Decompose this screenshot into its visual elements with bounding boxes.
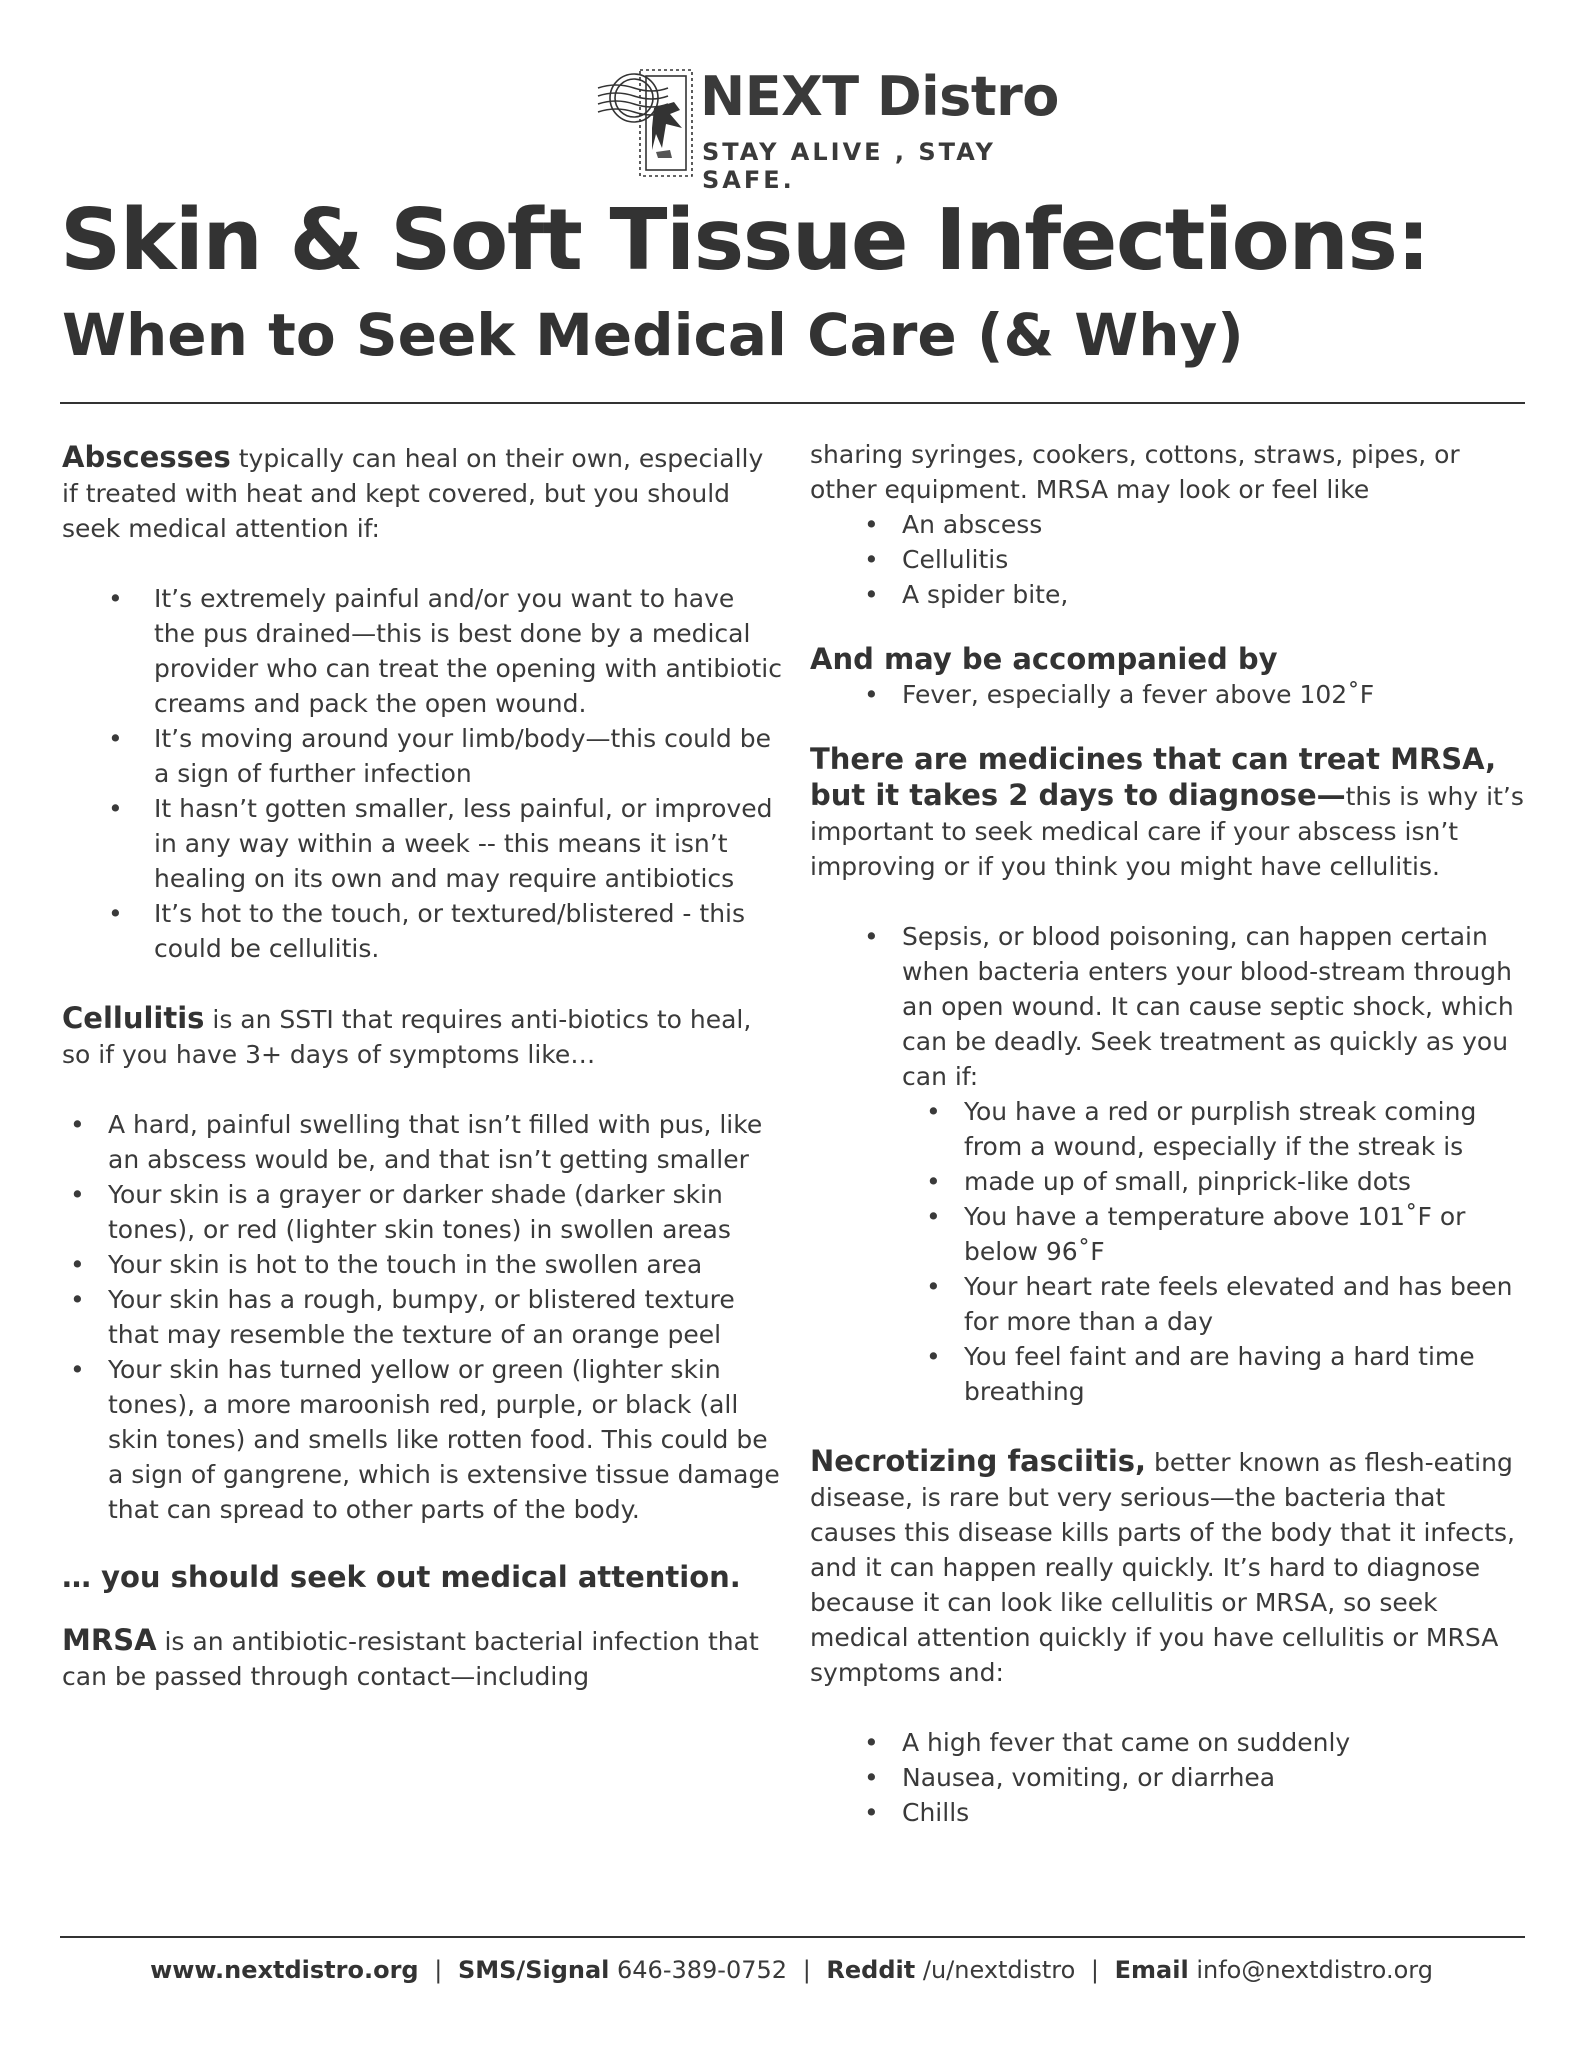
list-item: • Your skin is a grayer or darker shade (darker skin tones), or red (lighter skin tones) in swollen areas [108, 1177, 782, 1247]
footer-divider [60, 1936, 1525, 1938]
list-item [902, 919, 1526, 1409]
website-link[interactable]: www.nextdistro.org [150, 1956, 419, 1984]
list-item: • made up of small, pinprick-like dots [964, 1164, 1526, 1199]
sepsis-text: Sepsis, or blood poisoning, can happen certain when bacteria enters your blood-stream through an open wound. It can cause septic shock, which can be deadly. Seek treatment as quickly as you can if: [902, 922, 1514, 1091]
list-item: • Your skin has a rough, bumpy, or blistered texture that may resemble the texture of an orange peel [108, 1282, 782, 1352]
list-item: • A high fever that came on suddenly [902, 1725, 1526, 1760]
footer-separator: | [802, 1956, 811, 1984]
list-item: • It’s hot to the touch, or textured/blistered - this could be cellulitis. [154, 896, 782, 966]
abscesses-list [154, 581, 782, 966]
list-item: • Fever, especially a fever above 102˚F [902, 677, 1526, 712]
mrsa-intro: MRSA is an antibiotic-resistant bacterial infection that can be passed through contact—including [62, 1623, 759, 1691]
list-item: • Chills [902, 1795, 1526, 1830]
sepsis-sublist [964, 1094, 1526, 1409]
list-item: • A spider bite, [902, 577, 1526, 612]
footer [0, 1956, 1583, 1984]
sms-number[interactable]: 646-389-0752 [609, 1956, 788, 1984]
accompanied-list [902, 677, 1526, 712]
page-title: Skin & Soft Tissue Infections: [60, 191, 1429, 290]
list-item: • It’s moving around your limb/body—this could be a sign of further infection [154, 721, 782, 791]
list-item: • Nausea, vomiting, or diarrhea [902, 1760, 1526, 1795]
mrsa-heading: MRSA [62, 1623, 157, 1657]
footer-separator: | [1090, 1956, 1100, 1984]
mrsa-list [902, 507, 1526, 612]
necrotizing-paragraph: Necrotizing fasciitis, better known as flesh-eating disease, is rare but very serious—the bacteria that causes this disease kills parts of the body that it infects, and it can happen really quickly. It’s hard to diagnose because it can look like cellulitis or MRSA, so seek medical attention quickly if you have cellulitis or MRSA symptoms and: [810, 1444, 1515, 1687]
necrotizing-list [902, 1725, 1526, 1830]
list-item: • An abscess [902, 507, 1526, 542]
abscesses-intro: Abscesses typically can heal on their own, especially if treated with heat and kept covered, but you should seek medical attention if: [62, 440, 764, 543]
list-item: • It hasn’t gotten smaller, less painful, or improved in any way within a week -- this means it isn’t healing on its own and may require antibiotics [154, 791, 782, 896]
accompanied-heading: And may be accompanied by [810, 642, 1278, 676]
cellulitis-conclusion: … you should seek out medical attention. [62, 1560, 741, 1594]
brand-name: NEXT Distro [700, 65, 1059, 128]
logo [514, 58, 1074, 194]
list-item: • You have a red or purplish streak coming from a wound, especially if the streak is [964, 1094, 1526, 1164]
list-item: • Cellulitis [902, 542, 1526, 577]
reddit-label: Reddit [826, 1956, 916, 1984]
cellulitis-heading: Cellulitis [62, 1001, 205, 1035]
reddit-handle[interactable]: /u/nextdistro [915, 1956, 1076, 1984]
sms-label: SMS/Signal [457, 1956, 610, 1984]
list-item: • Your heart rate feels elevated and has been for more than a day [964, 1269, 1526, 1339]
email-address[interactable]: info@nextdistro.org [1188, 1956, 1433, 1984]
list-item: • You have a temperature above 101˚F or below 96˚F [964, 1199, 1526, 1269]
footer-separator: | [434, 1956, 443, 1984]
email-label: Email [1114, 1956, 1189, 1984]
list-item: • You feel faint and are having a hard time breathing [964, 1339, 1526, 1409]
list-item: • Your skin is hot to the touch in the swollen area [108, 1247, 782, 1282]
right-column [810, 437, 1526, 1830]
list-item: • Your skin has turned yellow or green (lighter skin tones), a more maroonish red, purple, or black (all skin tones) and smells like rotten food. This could be a sign of gangrene, which is extensive tissue damage that can spread to other parts of the body. [108, 1352, 782, 1527]
list-item: • A hard, painful swelling that isn’t filled with pus, like an abscess would be, and that isn’t getting smaller [108, 1107, 782, 1177]
mrsa-continued: sharing syringes, cookers, cottons, straws, pipes, or other equipment. MRSA may look or feel like [810, 440, 1460, 504]
necrotizing-heading: Necrotizing fasciitis, [810, 1444, 1147, 1478]
page-subtitle: When to Seek Medical Care (& Why) [62, 301, 1244, 369]
list-item: • It’s extremely painful and/or you want to have the pus drained—this is best done by a medical provider who can treat the opening with antibiotic creams and pack the open wound. [154, 581, 782, 721]
postage-stamp-bird-icon [596, 58, 696, 182]
abscesses-heading: Abscesses [62, 440, 231, 474]
sepsis-list [902, 919, 1526, 1409]
medicines-paragraph: There are medicines that can treat MRSA, but it takes 2 days to diagnose—this is why it’s important to seek medical care if your abscess isn’t improving or if you think you might have cellulitis. [810, 742, 1524, 881]
cellulitis-list [108, 1107, 782, 1527]
left-column [62, 440, 782, 1694]
medicines-heading: There are medicines that can treat MRSA, but it takes 2 days to diagnose— [810, 742, 1497, 812]
cellulitis-intro: Cellulitis is an SSTI that requires anti-biotics to heal, so if you have 3+ days of symptoms like… [62, 1001, 752, 1069]
brand-tagline: STAY ALIVE , STAY SAFE. [702, 138, 996, 194]
header-divider [60, 402, 1525, 404]
